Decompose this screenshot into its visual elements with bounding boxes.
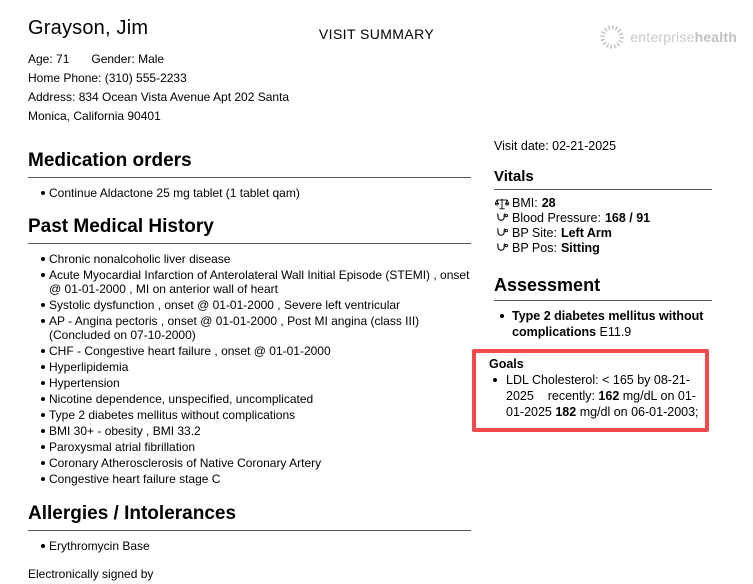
enterprise-health-logo [599, 24, 737, 50]
goals-highlight-box [472, 349, 709, 432]
pmh-item: BMI 30+ - obesity , BMI 33.2 [28, 424, 471, 438]
allergies-list [28, 539, 471, 553]
vital-label: BP Site: [512, 226, 557, 240]
pmh-item: Chronic nonalcoholic liver disease [28, 252, 471, 266]
patient-info [28, 50, 328, 126]
medication-item: Continue Aldactone 25 mg tablet (1 tablet qam) [28, 186, 471, 200]
vital-label: BMI: [512, 196, 538, 210]
goal-item: LDL Cholesterol: < 165 by 08-21-2025 recently: 162 mg/dL on 01-01-2025 182 mg/dl on 06-01-2003; [489, 372, 699, 420]
right-column [489, 139, 712, 432]
vital-label: BP Pos: [512, 241, 557, 255]
vital-value: 168 / 91 [604, 211, 651, 225]
allergy-item: Erythromycin Base [28, 539, 471, 553]
pmh-item: Acute Myocardial Infarction of Anterolateral Wall Initial Episode (STEMI) , onset @ 01-01-2000 , MI on anterior wall of heart [28, 268, 471, 296]
assessment-item: Type 2 diabetes mellitus without complications E11.9 [494, 308, 712, 340]
medication-orders-heading: Medication orders [28, 150, 471, 178]
medication-orders-list [28, 186, 471, 200]
left-column [28, 150, 471, 581]
pmh-item: CHF - Congestive heart failure , onset @ 01-01-2000 [28, 344, 471, 358]
vital-row-bp-pos [494, 241, 712, 256]
pmh-item: Congestive heart failure stage C [28, 472, 471, 486]
vital-label: Blood Pressure: [512, 211, 601, 225]
electronically-signed-note: Electronically signed by [28, 567, 154, 581]
home-phone: Home Phone: (310) 555-2233 [28, 71, 187, 85]
visit-date: Visit date: 02-21-2025 [494, 139, 617, 153]
patient-age: Age: 71 [28, 52, 70, 66]
vital-row-bmi [494, 196, 712, 211]
vital-row-blood-pressure [494, 211, 712, 226]
section-allergies [28, 503, 471, 553]
past-medical-history-list [28, 252, 471, 486]
pmh-item: Hyperlipidemia [28, 360, 471, 374]
patient-name: Grayson, Jim [28, 17, 149, 39]
age-gender-line [28, 50, 328, 69]
stethoscope-icon [494, 243, 509, 255]
vitals-list [494, 196, 712, 256]
vital-row-bp-site [494, 226, 712, 241]
patient-gender: Gender: Male [91, 52, 165, 66]
vital-value: Left Arm [560, 226, 612, 240]
pmh-item: Paroxysmal atrial fibrillation [28, 440, 471, 454]
pmh-item: Nicotine dependence, unspecified, uncomplicated [28, 392, 471, 406]
pmh-item: Systolic dysfunction , onset @ 01-01-2000 , Severe left ventricular [28, 298, 471, 312]
stethoscope-icon [494, 228, 509, 240]
pmh-item: Hypertension [28, 376, 471, 390]
vital-value: 28 [541, 196, 556, 210]
assessment-heading: Assessment [494, 275, 712, 301]
logo-text [630, 29, 737, 45]
past-medical-history-heading: Past Medical History [28, 216, 471, 244]
goals-heading: Goals [489, 357, 524, 371]
vital-value: Sitting [560, 241, 600, 255]
assessment-list [494, 308, 712, 340]
goals-list [489, 372, 699, 420]
logo-text-bold: health [694, 29, 737, 45]
vitals-heading: Vitals [494, 168, 712, 190]
section-medication-orders [28, 150, 471, 200]
pmh-item: Coronary Atherosclerosis of Native Coronary Artery [28, 456, 471, 470]
pmh-item: Type 2 diabetes mellitus without complications [28, 408, 471, 422]
document-title: VISIT SUMMARY [318, 26, 435, 42]
logo-ring-icon [599, 24, 625, 50]
logo-text-regular: enterprise [630, 29, 695, 45]
stethoscope-icon [494, 213, 509, 225]
pmh-item: AP - Angina pectoris , onset @ 01-01-2000 , Post MI angina (class III) (Concluded on 07-10-2000) [28, 314, 471, 342]
allergies-heading: Allergies / Intolerances [28, 503, 471, 531]
section-past-medical-history [28, 216, 471, 486]
scale-icon [494, 198, 509, 210]
patient-address: Address: 834 Ocean Vista Avenue Apt 202 Santa Monica, California 90401 [28, 90, 290, 123]
